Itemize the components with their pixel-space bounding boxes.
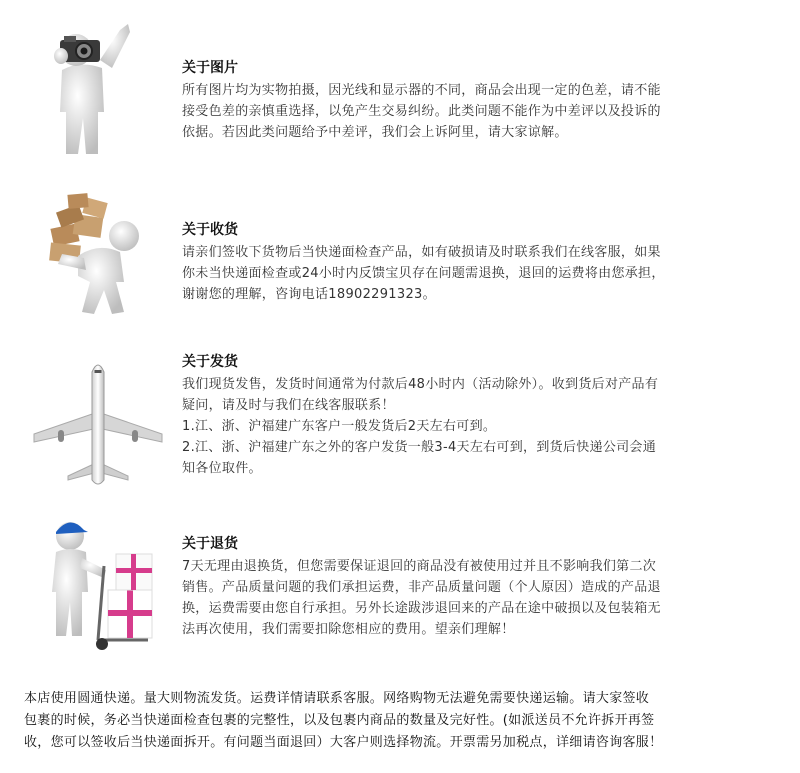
- section-line: 接受色差的亲慎重选择，以免产生交易纠纷。此类问题不能作为中差评以及投诉的: [182, 104, 661, 119]
- section-line: 谢谢您的理解，咨询电话18902291323。: [182, 287, 436, 302]
- section-line: 法再次使用，我们需要扣除您相应的费用。望亲们理解！: [182, 622, 515, 637]
- carrying-boxes-figure-icon: [28, 186, 168, 336]
- photographer-figure-icon: [28, 12, 168, 162]
- delivery-cart-figure-icon: [28, 508, 168, 658]
- section-line: 依据。若因此类问题给予中差评，我们会上诉阿里，请大家谅解。: [182, 125, 568, 140]
- footer-line: 收，您可以签收后当快递面拆开。有问题当面退回）大客户则选择物流。开票需另加税点，详细请咨询客服！: [24, 735, 663, 750]
- section-heading: 关于收货: [182, 222, 238, 238]
- airplane-icon: [28, 352, 168, 502]
- section-heading: 关于发货: [182, 354, 238, 370]
- footer-notice: [24, 688, 780, 754]
- section-line: 知各位取件。: [182, 461, 262, 476]
- section-heading: 关于图片: [182, 60, 238, 76]
- section-line: 7天无理由退换货，但您需要保证退回的商品没有被使用过并且不影响我们第二次: [182, 559, 657, 574]
- section-line: 换，运费需要由您自行承担。另外长途跋涉退回来的产品在途中破损以及包装箱无: [182, 601, 661, 616]
- section-line: 所有图片均为实物拍摄，因光线和显示器的不同，商品会出现一定的色差，请不能: [182, 83, 661, 98]
- section-line: 2.江、浙、沪福建广东之外的客户发货一般3-4天左右可到，到货后快递公司会通: [182, 440, 657, 455]
- footer-line: 本店使用圆通快递。量大则物流发货。运费详情请联系客服。网络购物无法避免需要快递运输。请大家签收: [24, 691, 650, 706]
- section-line: 销售。产品质量问题的我们承担运费，非产品质量问题（个人原因）造成的产品退: [182, 580, 661, 595]
- section-line: 请亲们签收下货物后当快递面检查产品，如有破损请及时联系我们在线客服，如果: [182, 245, 661, 260]
- section-line: 1.江、浙、沪福建广东客户一般发货后2天左右可到。: [182, 419, 497, 434]
- section-line: 你未当快递面检查或24小时内反馈宝贝存在问题需退换，退回的运费将由您承担，: [182, 266, 665, 281]
- section-heading: 关于退货: [182, 536, 238, 552]
- footer-line: 包裹的时候，务必当快递面检查包裹的完整性，以及包裹内商品的数量及完好性。(如派送员不允许拆开再签: [24, 713, 655, 728]
- section-line: 疑问，请及时与我们在线客服联系！: [182, 398, 395, 413]
- section-line: 我们现货发售，发货时间通常为付款后48小时内（活动除外）。收到货后对产品有: [182, 377, 659, 392]
